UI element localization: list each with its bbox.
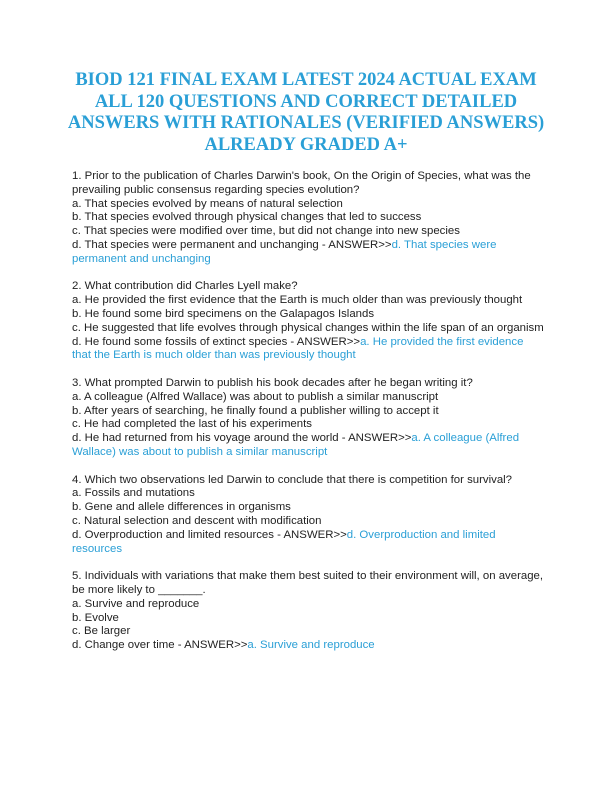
answer-line bbox=[72, 432, 544, 460]
question-item bbox=[72, 377, 544, 460]
answer-option: b. That species evolved through physical changes that led to success bbox=[72, 211, 422, 224]
answer-option: b. Gene and allele differences in organisms bbox=[72, 501, 291, 514]
correct-answer: d. Overproduction and limited resources bbox=[72, 528, 496, 555]
correct-answer: a. Survive and reproduce bbox=[247, 639, 375, 652]
answer-option: a. A colleague (Alfred Wallace) was about to publish a similar manuscript bbox=[72, 390, 439, 403]
question-prompt: 4. Which two observations led Darwin to conclude that there is competition for survival? bbox=[72, 473, 513, 486]
question-item bbox=[72, 280, 544, 363]
question-item bbox=[72, 570, 544, 653]
question-item bbox=[72, 474, 544, 557]
question-item bbox=[72, 170, 544, 267]
answer-option: b. He found some bird specimens on the Galapagos Islands bbox=[72, 307, 375, 320]
answer-option: c. That species were modified over time, but did not change into new species bbox=[72, 225, 460, 238]
answer-option: c. He suggested that life evolves through physical changes within the life span of an organism bbox=[72, 321, 544, 334]
answer-option: a. Survive and reproduce bbox=[72, 597, 200, 610]
correct-answer: a. He provided the first evidence that the Earth is much older than was previously thought bbox=[72, 335, 524, 362]
answer-option: a. That species evolved by means of natural selection bbox=[72, 197, 343, 210]
answer-marker: - ANSWER>> bbox=[318, 238, 392, 251]
question-prompt: 5. Individuals with variations that make them best suited to their environment will, on average, be more likely to _______. bbox=[72, 570, 544, 596]
answer-marker: - ANSWER>> bbox=[273, 528, 347, 541]
answer-option: a. Fossils and mutations bbox=[72, 487, 195, 500]
answer-option: d. He found some fossils of extinct species bbox=[72, 335, 288, 348]
answer-line bbox=[72, 639, 544, 653]
answer-marker: - ANSWER>> bbox=[174, 639, 248, 652]
answer-option: c. Be larger bbox=[72, 625, 131, 638]
answer-option: c. Natural selection and descent with modification bbox=[72, 514, 322, 527]
question-prompt: 3. What prompted Darwin to publish his book decades after he began writing it? bbox=[72, 376, 473, 389]
answer-marker: - ANSWER>> bbox=[287, 335, 361, 348]
answer-marker: - ANSWER>> bbox=[338, 432, 412, 445]
answer-option: d. Overproduction and limited resources bbox=[72, 528, 274, 541]
document-title: BIOD 121 FINAL EXAM LATEST 2024 ACTUAL EXAM ALL 120 QUESTIONS AND CORRECT DETAILED ANSWERS WITH RATIONALES (VERIFIED ANSWERS) ALREADY GRADED A+ bbox=[67, 70, 545, 155]
answer-option: d. Change over time bbox=[72, 639, 175, 652]
answer-option: a. He provided the first evidence that the Earth is much older than was previously thought bbox=[72, 294, 523, 307]
question-prompt: 2. What contribution did Charles Lyell make? bbox=[72, 280, 298, 293]
answer-option: b. After years of searching, he finally found a publisher willing to accept it bbox=[72, 404, 439, 417]
answer-option: d. He had returned from his voyage around the world bbox=[72, 432, 339, 445]
answer-line bbox=[72, 239, 544, 267]
answer-option: b. Evolve bbox=[72, 611, 119, 624]
answer-option: d. That species were permanent and unchanging bbox=[72, 238, 319, 251]
answer-line bbox=[72, 529, 544, 557]
answer-option: c. He had completed the last of his experiments bbox=[72, 418, 312, 431]
correct-answer: a. A colleague (Alfred Wallace) was about to publish a similar manuscript bbox=[72, 432, 520, 458]
correct-answer: d. That species were permanent and unchanging bbox=[72, 238, 497, 265]
answer-line bbox=[72, 336, 544, 364]
question-list bbox=[72, 170, 544, 667]
question-prompt: 1. Prior to the publication of Charles Darwin's book, On the Origin of Species, what was the prevailing public consensus regarding species evolution? bbox=[72, 170, 531, 196]
